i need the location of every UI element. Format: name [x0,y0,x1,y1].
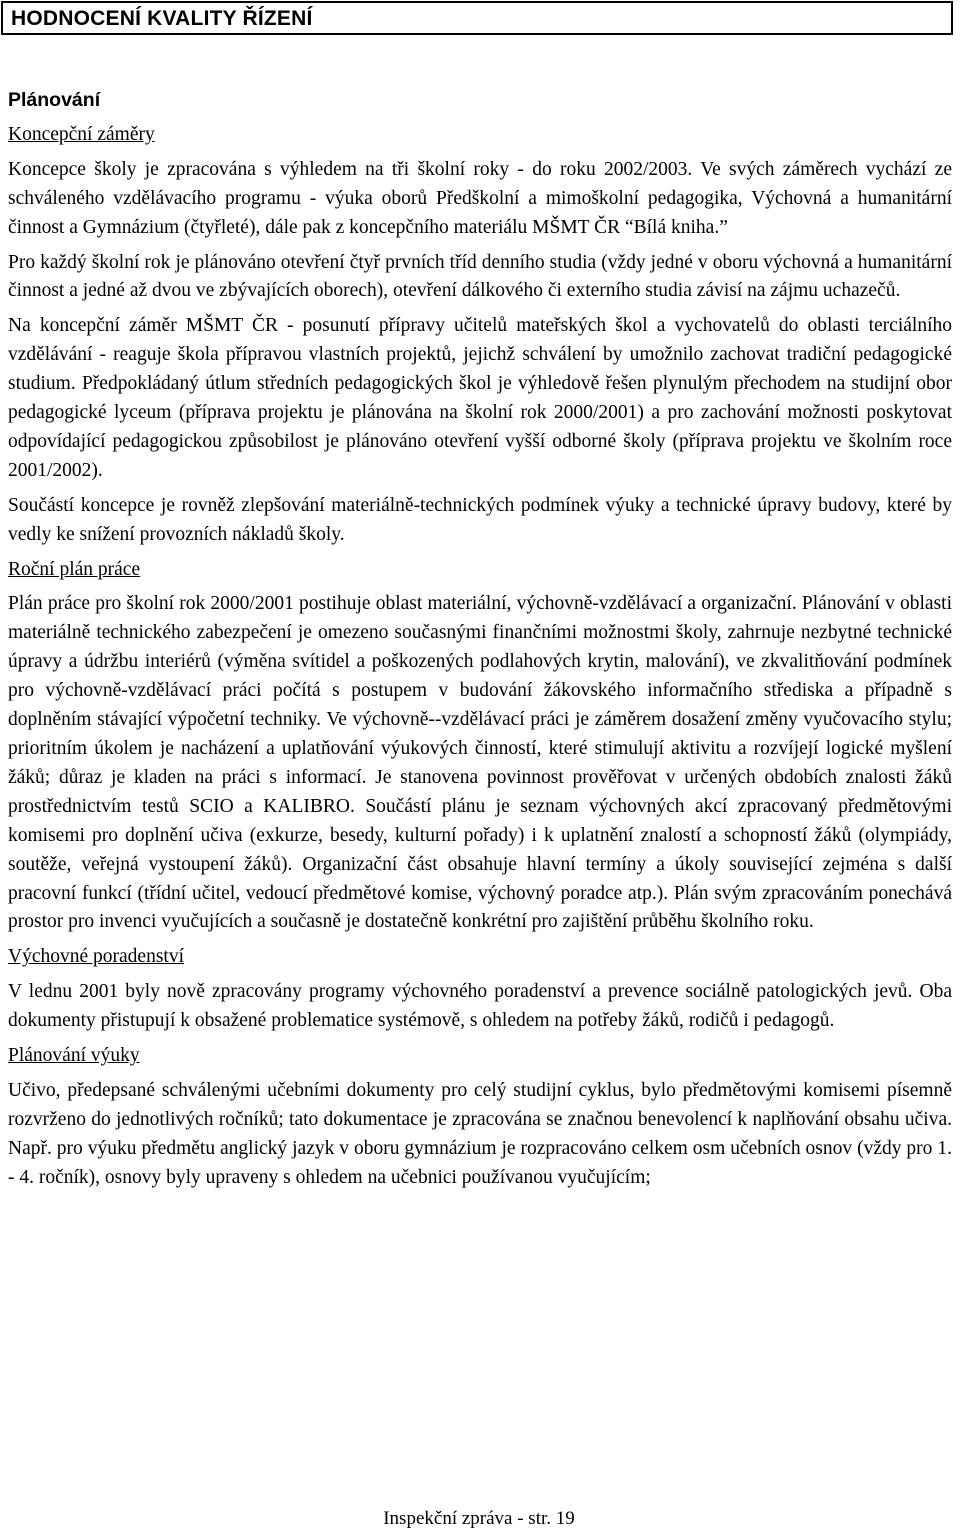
section-heading-planovani: Plánování [8,89,101,111]
footer-page-label: Inspekční zpráva - str. 19 [383,1508,575,1529]
subheading-planovani-vyuky: Plánování výuky [8,1045,140,1067]
title-box [1,1,953,35]
page-title: HODNOCENÍ KVALITY ŘÍZENÍ [11,7,313,30]
document-body [8,86,952,1193]
paragraph-vychovne-poradenstvi: V lednu 2001 byly nově zpracovány programy výchovného poradenství a prevence sociálně patologických jevů. Oba dokumenty přistupují k obsažené problematice systémově, s ohledem na potřeby žáků, rodičů i pedagogů. [8,981,952,1032]
paragraph-plan-prace: Plán práce pro školní rok 2000/2001 postihuje oblast materiální, výchovně-vzdělávací a organizační. Plánování v oblasti materiálně technického zabezpečení je omezeno současnými finančními možnostmi školy, zahrnuje nezbytné technické úpravy a údržbu interiérů (výměna svítidel a poškozených podlahových krytin, malování), ve zkvalitňování podmínek pro výchovně-vzdělávací práci počítá s postupem v budování žákovského informačního střediska a případně s doplněním stávající výpočetní techniky. Ve výchovně--vzdělávací práci je záměrem dosažení změny vyučovacího stylu; prioritním úkolem je nacházení a uplatňování výukových činností, které stimulují aktivitu a rozvíjejí logické myšlení žáků; důraz je kladen na práci s informací. Je stanovena povinnost prověřovat v určených obdobích znalosti žáků prostřednictvím testů SCIO a KALIBRO. Součástí plánu je seznam výchovných akcí zpracovaný předmětovými komisemi pro doplnění učiva (exkurze, besedy, kulturní pořady) i k uplatnění znalostí a schopností žáků (olympiády, soutěže, veřejná vystoupení žáků). Organizační část obsahuje hlavní termíny a úkoly související zejména s další pracovní funkcí (třídní učitel, vedoucí předmětové komise, výchovný poradce atp.). Plán svým zpracováním ponechává prostor pro invenci vyučujících a současně je dostatečně konkrétní pro zajištění průběhu školního roku. [8,593,952,933]
subheading-rocni-plan: Roční plán práce [8,558,141,580]
paragraph-koncepcni-zamer: Na koncepční záměr MŠMT ČR - posunutí přípravy učitelů mateřských škol a vychovatelů do oblasti terciálního vzdělávání - reaguje škola přípravou vlastních projektů, jejichž schválení by umožnilo zachovat tradiční pedagogické studium. Předpokládaný útlum středních pedagogických škol je výhledově řešen plynulým přechodem na studijní obor pedagogické lyceum (příprava projektu je plánována na školní rok 2000/2001) a pro zachování možnosti poskytovat odpovídající pedagogickou způsobilost je plánováno otevření vyšší odborné školy (příprava projektu ve školním roce 2001/2002). [8,315,952,481]
paragraph-otevreni-trid: Pro každý školní rok je plánováno otevření čtyř prvních tříd denního studia (vždy jedné v oboru výchovná a humanitární činnost a jedné až dvou ve zbývajících oborech), otevření dálkového či externího studia závisí na zájmu uchazečů. [8,251,952,302]
paragraph-koncepce: Koncepce školy je zpracována s výhledem na tři školní roky - do roku 2002/2003. Ve svých záměrech vychází ze schváleného vzdělávacího programu - výuka oborů Předškolní a mimoškolní pedagogika, Výchovná a humanitární činnost a Gymnázium (čtyřleté), dále pak z koncepčního materiálu MŠMT ČR “Bílá kniha.” [8,158,952,238]
paragraph-planovani-vyuky: Učivo, předepsané schválenými učebními dokumenty pro celý studijní cyklus, bylo předmětovými komisemi písemně rozvrženo do jednotlivých ročníků; tato dokumentace je zpracována se značnou benevolencí k naplňování obsahu učiva. Např. pro výuku předmětu anglický jazyk v oboru gymnázium je rozpracováno celkem osm učebních osnov (vždy pro 1. - 4. ročník), osnovy byly upraveny s ohledem na učebnici používanou vyučujícím; [8,1079,952,1188]
subheading-koncepcni-zamery: Koncepční záměry [8,123,155,145]
paragraph-soucasti-koncepce: Součástí koncepce je rovněž zlepšování materiálně-technických podmínek výuky a technické úpravy budovy, které by vedly ke snížení provozních nákladů školy. [8,494,952,545]
subheading-vychovne-poradenstvi: Výchovné poradenství [8,946,184,968]
page-footer [0,1508,960,1530]
